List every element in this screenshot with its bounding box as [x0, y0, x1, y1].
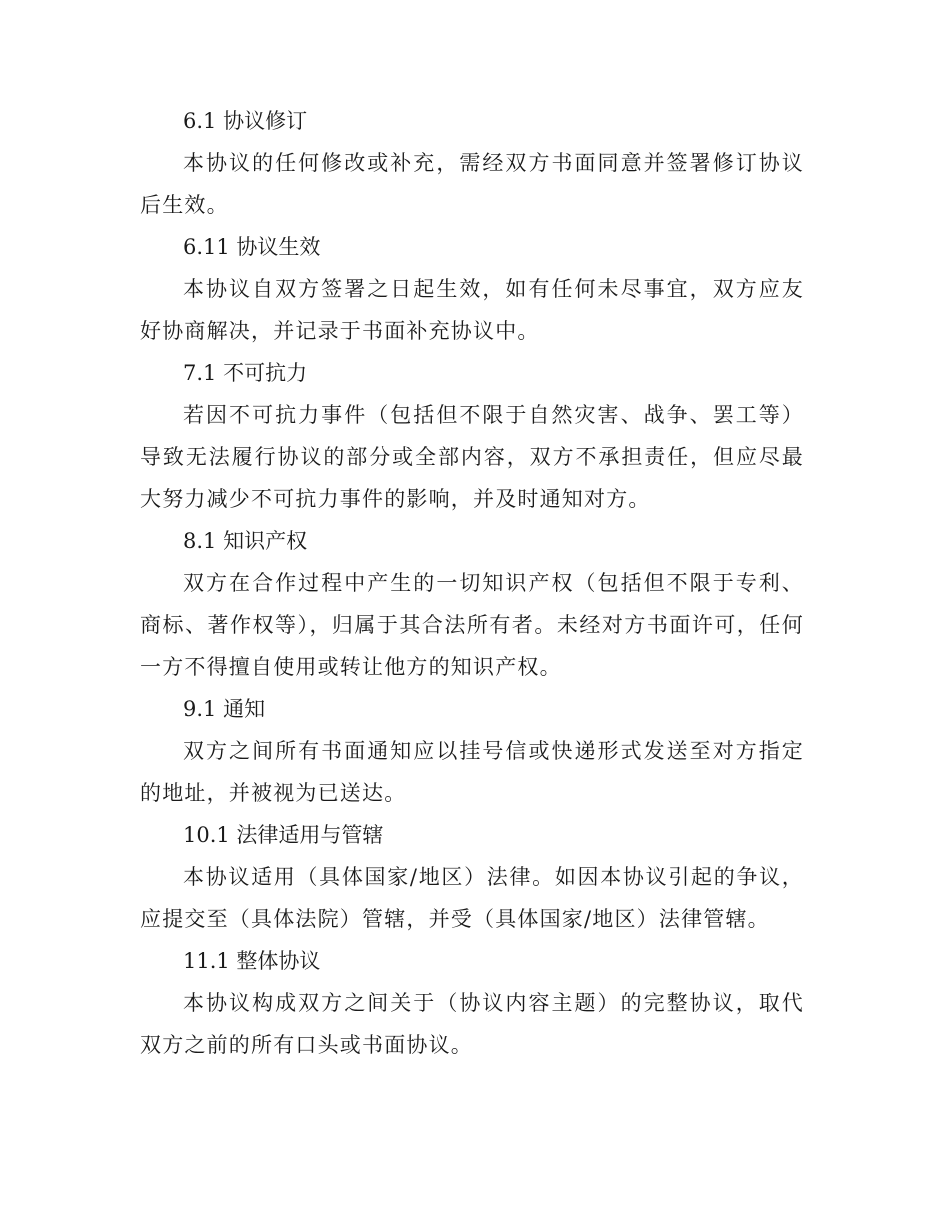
clause-heading: 8.1 知识产权: [183, 529, 308, 553]
clause-body: 若因不可抗力事件（包括但不限于自然灾害、战争、罢工等）导致无法履行协议的部分或全部内容，双方不承担责任，但应尽最大努力减少不可抗力事件的影响，并及时通知对方。: [140, 403, 804, 511]
document-page: [140, 100, 804, 1066]
clause-6-11: [140, 226, 804, 352]
clause-heading: 6.11 协议生效: [183, 235, 321, 259]
clause-7-1: [140, 352, 804, 520]
clause-body: 双方之间所有书面通知应以挂号信或快递形式发送至对方指定的地址，并被视为已送达。: [140, 739, 804, 805]
clause-6-1: [140, 100, 804, 226]
clause-body: 本协议自双方签署之日起生效，如有任何未尽事宜，双方应友好协商解决，并记录于书面补充协议中。: [140, 277, 804, 343]
clause-body: 本协议适用（具体国家/地区）法律。如因本协议引起的争议，应提交至（具体法院）管辖，并受（具体国家/地区）法律管辖。: [140, 865, 804, 931]
clause-heading: 10.1 法律适用与管辖: [183, 823, 384, 847]
clause-9-1: [140, 688, 804, 814]
clause-body: 本协议的任何修改或补充，需经双方书面同意并签署修订协议后生效。: [140, 151, 804, 217]
clause-body: 双方在合作过程中产生的一切知识产权（包括但不限于专利、商标、著作权等），归属于其合法所有者。未经对方书面许可，任何一方不得擅自使用或转让他方的知识产权。: [140, 571, 804, 679]
clause-heading: 9.1 通知: [183, 697, 266, 721]
clause-heading: 7.1 不可抗力: [183, 361, 308, 385]
clause-heading: 11.1 整体协议: [183, 949, 321, 973]
clause-body: 本协议构成双方之间关于（协议内容主题）的完整协议，取代双方之前的所有口头或书面协议。: [140, 991, 804, 1057]
clause-heading: 6.1 协议修订: [183, 109, 308, 133]
clause-8-1: [140, 520, 804, 688]
clause-11-1: [140, 940, 804, 1066]
clause-10-1: [140, 814, 804, 940]
